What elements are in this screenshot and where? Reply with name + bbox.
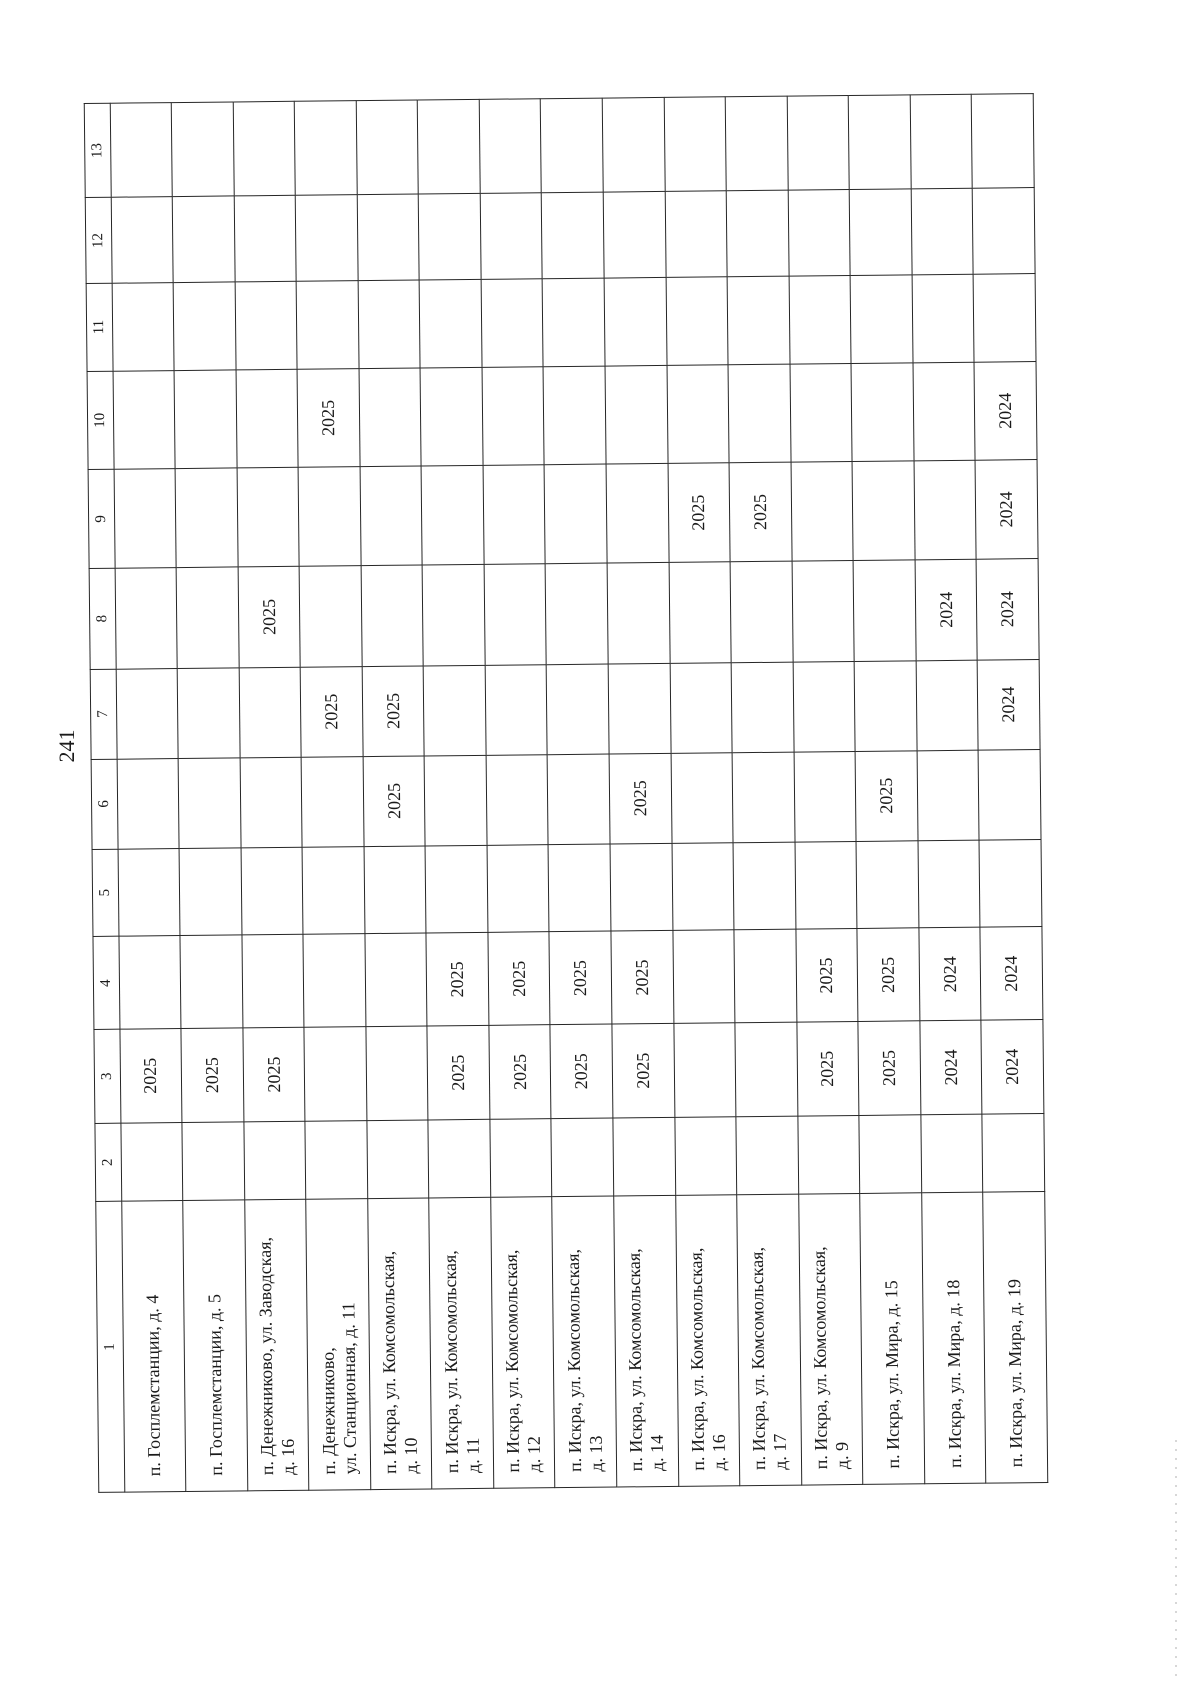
column-header: 12 <box>85 198 112 284</box>
year-cell <box>303 934 366 1028</box>
year-cell <box>180 935 243 1029</box>
year-cell <box>541 98 604 193</box>
year-cell <box>794 751 856 842</box>
address-line: п. Госплемстанции, д. 4 <box>142 1294 165 1477</box>
address-cell <box>121 1201 186 1492</box>
year-cell <box>789 275 851 363</box>
year-cell <box>851 362 914 461</box>
year-cell: 2024 <box>920 1021 983 1115</box>
year-cell <box>111 197 173 283</box>
year-cell <box>235 281 297 369</box>
year-cell <box>673 930 736 1024</box>
scan-noise <box>1175 1440 1177 1680</box>
year-cell <box>610 843 672 931</box>
year-cell <box>360 466 423 565</box>
address-cell <box>429 1198 494 1489</box>
year-cell <box>982 1113 1045 1193</box>
address-line: п. Искра, ул. Мира, д. 15 <box>881 1280 904 1469</box>
year-cell <box>673 1023 736 1117</box>
year-cell: 2025 <box>120 1029 183 1123</box>
column-header: 6 <box>91 759 118 849</box>
year-cell <box>795 841 857 929</box>
year-cell <box>546 563 609 664</box>
year-cell <box>910 94 973 189</box>
year-cell <box>419 279 481 367</box>
year-cell <box>242 934 305 1028</box>
address-line: п. Искра, ул. Комсомольская, <box>624 1248 647 1472</box>
address-line: п. Искра, ул. Комсомольская, <box>747 1246 770 1471</box>
column-header: 4 <box>93 936 120 1029</box>
year-cell: 2025 <box>300 666 362 757</box>
address-line: д. 16 <box>708 1434 729 1471</box>
year-cell <box>114 469 177 568</box>
year-cell <box>485 664 547 755</box>
year-cell: 2025 <box>362 666 424 757</box>
year-cell <box>734 929 797 1023</box>
year-cell <box>424 665 486 756</box>
year-cell <box>911 189 973 275</box>
address-cell <box>798 1194 863 1485</box>
year-cell <box>665 191 727 277</box>
year-cell: 2025 <box>426 933 489 1027</box>
year-cell <box>172 196 234 282</box>
year-cell <box>178 758 240 849</box>
year-cell <box>543 366 606 465</box>
year-cell <box>179 847 241 935</box>
year-cell <box>917 750 979 841</box>
address-cell <box>614 1196 679 1487</box>
year-cell <box>305 1120 367 1200</box>
year-cell <box>422 564 485 665</box>
year-cell <box>849 189 911 275</box>
year-cell <box>367 1120 429 1200</box>
year-cell: 2025 <box>181 1028 244 1122</box>
address-line: д. 13 <box>585 1435 606 1472</box>
year-cell <box>182 1121 244 1201</box>
year-cell <box>482 366 545 465</box>
address-cell <box>491 1197 556 1488</box>
address-cell <box>983 1192 1048 1483</box>
year-cell <box>421 466 484 565</box>
year-cell <box>921 1114 983 1194</box>
address-line: п. Искра, ул. Мира, д. 19 <box>1004 1278 1027 1468</box>
address-cell <box>737 1195 802 1486</box>
year-cell <box>852 461 915 560</box>
year-cell: 2025 <box>858 1021 921 1115</box>
year-cell <box>913 362 976 461</box>
column-header: 11 <box>86 283 113 371</box>
year-cell <box>725 96 788 191</box>
year-cell <box>234 196 296 282</box>
year-cell <box>424 755 486 846</box>
year-cell <box>793 661 855 752</box>
year-cell <box>296 195 358 281</box>
year-cell: 2025 <box>729 462 792 561</box>
year-cell: 2024 <box>977 659 1040 750</box>
year-cell <box>916 660 978 751</box>
year-cell <box>978 749 1041 840</box>
address-line: п. Искра, ул. Комсомольская, <box>500 1249 524 1473</box>
address-line: п. Денежниково, <box>317 1347 339 1475</box>
schedule-table-container <box>84 93 1049 1493</box>
year-cell: 2025 <box>668 463 731 562</box>
address-line: п. Искра, ул. Мира, д. 18 <box>942 1279 965 1469</box>
address-line: д. 16 <box>277 1438 299 1476</box>
column-header: 3 <box>94 1030 121 1123</box>
year-cell <box>175 468 238 567</box>
year-cell <box>549 844 611 932</box>
address-line: ул. Станционная, д. 11 <box>337 1302 360 1475</box>
year-cell <box>176 567 239 668</box>
year-cell <box>490 1118 552 1198</box>
year-cell: 2024 <box>919 927 982 1021</box>
year-cell <box>972 188 1035 274</box>
year-cell <box>177 668 239 759</box>
year-cell <box>301 756 363 847</box>
address-cell <box>244 1200 309 1491</box>
year-cell <box>727 276 789 364</box>
year-cell <box>548 754 610 845</box>
year-cell <box>850 275 912 363</box>
year-cell <box>236 369 299 468</box>
year-cell <box>356 100 419 195</box>
year-cell <box>233 101 296 196</box>
year-cell: 2025 <box>612 1024 675 1118</box>
year-cell <box>736 1116 798 1196</box>
year-cell <box>547 664 609 755</box>
year-cell <box>420 367 483 466</box>
year-cell <box>171 102 234 197</box>
address-cell <box>860 1193 925 1484</box>
year-cell <box>790 363 853 462</box>
year-cell <box>733 842 795 930</box>
address-line: п. Искра, ул. Комсомольская, <box>439 1250 462 1474</box>
year-cell <box>798 1115 860 1195</box>
year-cell <box>359 368 422 467</box>
year-cell <box>112 282 174 370</box>
year-cell <box>302 846 364 934</box>
year-cell: 2025 <box>489 1025 552 1119</box>
year-cell <box>848 95 911 190</box>
year-cell <box>428 1119 490 1199</box>
year-cell <box>912 274 974 362</box>
year-cell <box>731 662 793 753</box>
year-cell: 2025 <box>857 928 920 1022</box>
address-cell <box>368 1198 433 1489</box>
year-cell <box>361 565 424 666</box>
year-cell: 2025 <box>488 932 551 1026</box>
year-cell: 2025 <box>549 931 612 1025</box>
year-cell <box>604 277 666 365</box>
year-cell: 2025 <box>427 1026 490 1120</box>
year-cell <box>425 845 487 933</box>
year-cell <box>357 194 419 280</box>
year-cell <box>299 566 362 667</box>
year-cell <box>484 564 547 665</box>
column-header: 5 <box>92 849 119 937</box>
year-cell <box>551 1118 613 1198</box>
schedule-table-body <box>84 94 1047 1493</box>
address-line: п. Госплемстанции, д. 5 <box>204 1293 227 1476</box>
year-cell: 2025 <box>363 756 425 847</box>
year-cell: 2025 <box>238 566 301 667</box>
year-cell: 2024 <box>975 460 1038 559</box>
address-line: д. 12 <box>523 1436 545 1473</box>
column-header: 10 <box>87 371 114 470</box>
column-header: 7 <box>90 669 117 759</box>
year-cell: 2024 <box>915 559 978 660</box>
year-cell <box>606 464 669 563</box>
year-cell <box>419 194 481 280</box>
year-cell <box>788 190 850 276</box>
address-line: д. 10 <box>400 1437 422 1474</box>
year-cell <box>603 192 665 278</box>
year-cell <box>295 101 358 196</box>
year-cell <box>173 282 235 370</box>
year-cell <box>241 847 303 935</box>
year-cell <box>670 662 732 753</box>
year-cell <box>542 192 604 278</box>
year-cell <box>853 560 916 661</box>
year-cell <box>608 663 670 754</box>
year-cell: 2025 <box>797 1022 860 1116</box>
year-cell <box>666 277 728 365</box>
year-cell <box>358 280 420 368</box>
year-cell <box>418 99 481 194</box>
year-cell <box>732 752 794 843</box>
year-cell <box>669 562 732 663</box>
year-cell: 2025 <box>609 753 671 844</box>
address-line: д. 14 <box>647 1434 668 1472</box>
year-cell <box>364 845 426 933</box>
year-cell <box>607 562 670 663</box>
year-cell <box>914 460 977 559</box>
year-cell: 2024 <box>976 558 1039 659</box>
year-cell <box>298 467 361 566</box>
address-line: п. Искра, ул. Комсомольская, <box>562 1248 585 1473</box>
year-cell <box>113 370 176 469</box>
year-cell: 2025 <box>243 1028 306 1122</box>
year-cell <box>979 839 1042 927</box>
year-cell <box>545 464 608 563</box>
year-cell <box>613 1117 675 1197</box>
year-cell <box>483 465 546 564</box>
year-cell <box>671 752 733 843</box>
year-cell <box>239 667 301 758</box>
year-cell <box>480 193 542 279</box>
year-cell <box>543 278 605 366</box>
year-cell <box>605 365 668 464</box>
year-cell <box>918 840 980 928</box>
year-cell <box>240 757 302 848</box>
address-line: п. Искра, ул. Комсомольская, <box>808 1246 832 1470</box>
year-cell <box>972 94 1035 189</box>
year-cell <box>735 1022 798 1116</box>
column-header: 2 <box>95 1123 121 1202</box>
year-cell <box>487 844 549 932</box>
year-cell <box>973 273 1036 361</box>
year-cell <box>672 842 734 930</box>
year-cell <box>244 1121 306 1201</box>
year-cell <box>304 1027 367 1121</box>
year-cell <box>366 1026 429 1120</box>
year-cell <box>110 103 173 198</box>
year-cell: 2024 <box>980 927 1043 1021</box>
year-cell: 2024 <box>981 1020 1044 1114</box>
year-cell: 2024 <box>974 361 1037 460</box>
year-cell <box>674 1116 736 1196</box>
address-cell <box>675 1195 740 1486</box>
year-cell <box>856 840 918 928</box>
address-line: д. 11 <box>462 1437 483 1474</box>
year-cell <box>115 567 178 668</box>
year-cell <box>667 364 730 463</box>
year-cell <box>859 1114 921 1194</box>
year-cell <box>365 933 428 1027</box>
year-cell <box>117 758 179 849</box>
year-cell <box>119 936 182 1030</box>
year-cell <box>296 281 358 369</box>
year-cell <box>121 1122 183 1202</box>
year-cell: 2025 <box>611 931 674 1025</box>
column-header: 9 <box>88 469 115 568</box>
year-cell: 2025 <box>796 929 859 1023</box>
year-cell <box>486 754 548 845</box>
year-cell <box>118 848 180 936</box>
year-cell <box>602 97 665 192</box>
year-cell <box>726 191 788 277</box>
page-number: 241 <box>54 729 79 763</box>
year-cell <box>174 370 237 469</box>
year-cell: 2025 <box>550 1024 613 1118</box>
column-header: 8 <box>89 568 116 669</box>
address-cell <box>306 1199 371 1490</box>
address-line: д. 9 <box>831 1441 853 1470</box>
year-cell: 2025 <box>855 750 917 841</box>
table-row <box>972 94 1048 1484</box>
year-cell <box>116 668 178 759</box>
address-line: п. Денежниково, ул. Заводская, <box>254 1236 278 1476</box>
year-cell <box>237 468 300 567</box>
column-header: 13 <box>84 103 111 198</box>
column-header: 1 <box>96 1202 125 1493</box>
year-cell <box>730 561 793 662</box>
year-cell <box>728 364 791 463</box>
year-cell: 2025 <box>297 368 360 467</box>
address-line: п. Искра, ул. Комсомольская, <box>377 1250 401 1474</box>
year-cell <box>479 99 542 194</box>
year-cell <box>792 560 855 661</box>
year-cell <box>787 96 850 191</box>
schedule-table <box>84 93 1049 1493</box>
address-line: д. 17 <box>770 1433 791 1470</box>
address-cell <box>183 1200 248 1491</box>
year-cell <box>664 97 727 192</box>
year-cell <box>854 661 916 752</box>
address-cell <box>921 1193 986 1484</box>
year-cell <box>481 279 543 367</box>
address-cell <box>552 1197 617 1488</box>
address-line: п. Искра, ул. Комсомольская, <box>685 1247 708 1471</box>
year-cell <box>791 462 854 561</box>
